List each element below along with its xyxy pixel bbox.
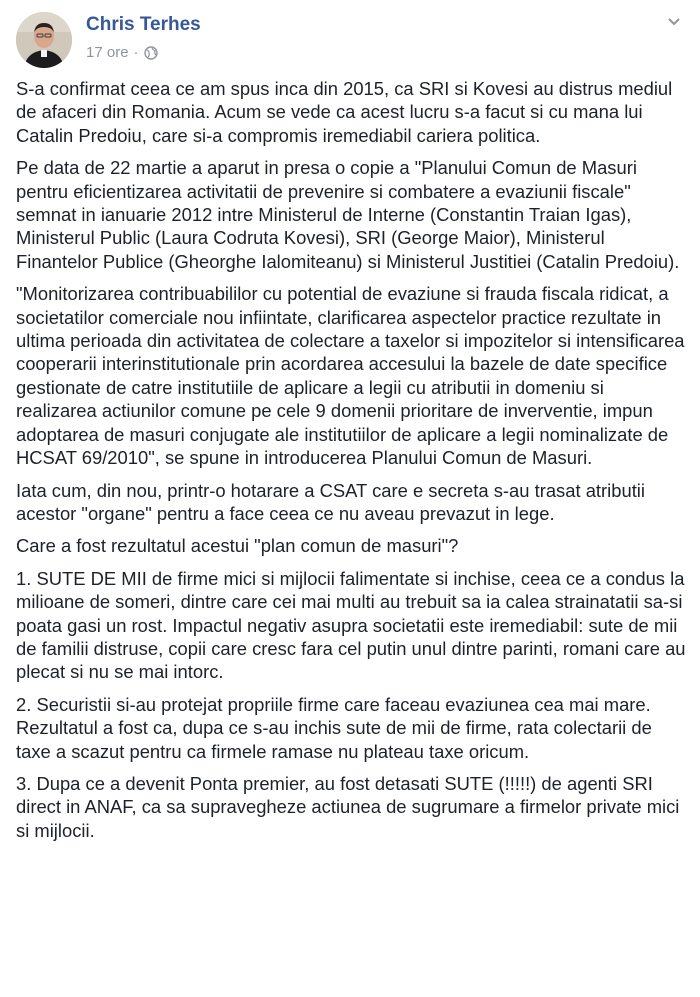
post-meta [86, 44, 158, 61]
avatar-photo [16, 12, 72, 68]
post-paragraph: "Monitorizarea contribuabililor cu potential de evaziune si frauda fiscala ridicat, a societatilor comerciale nou infiintate, clarificarea aspectelor practice rezultate in ultima perioada din activitatea de colectare a taxelor si impozitelor si intensificarea cooperarii interinstitutionale prin acordarea accesului la bazele de date specifice gestionate de catre institutiile de aplicare a legii cu atributii in domeniu si realizarea actiunilor comune pe cele 9 domenii prioritare de inverventie, impun adoptarea de masuri conjugate ale institutiilor de aplicare a legii nominalizate de HCSAT 69/2010", se spune in introducerea Planului Comun de Masuri. [16, 283, 685, 469]
chevron-down-icon [667, 17, 681, 27]
author-name[interactable]: Chris Terhes [86, 14, 201, 35]
avatar[interactable] [16, 12, 72, 68]
post-timestamp[interactable]: 17 ore [86, 44, 129, 61]
post-paragraph: 2. Securistii si-au protejat propriile firme care faceau evaziunea cea mai mare. Rezultatul a fost ca, dupa ce s-au inchis sute de mii de firme, rata colectarii de taxe a scazut pentru ca firmele ramase nu plateau taxe oricum. [16, 693, 652, 762]
post-paragraph: 1. SUTE DE MII de firme mici si mijlocii falimentate si inchise, ceea ce a condus la milioane de someri, dintre care cei mai multi au trebuit sa ia calea strainatatii sa-si poata gasi un rost. Impactul negativ asupra societatii este iremediabil: sute de mii de familii distruse, copii care cresc fara cel putin unul dintre parinti, romani care au plecat si nu se mai intorc. [16, 567, 686, 683]
post-paragraph: Iata cum, din nou, printr-o hotarare a CSAT care e secreta s-au trasat atributii acestor "organe" pentru a face ceea ce nu aveau prevazut in lege. [16, 479, 645, 524]
post-body [16, 77, 688, 851]
post-paragraph: 3. Dupa ce a devenit Ponta premier, au fost detasati SUTE (!!!!!) de agenti SRI direct in ANAF, ca sa supravegheze actiunea de sugrumare a firmelor private mici si mijlocii. [16, 772, 680, 841]
post-options-button[interactable] [662, 10, 686, 34]
post-paragraph: Care a fost rezultatul acestui "plan comun de masuri"? [16, 535, 459, 557]
globe-icon[interactable] [144, 46, 158, 60]
post-paragraph: S-a confirmat ceea ce am spus inca din 2015, ca SRI si Kovesi au distrus mediul de afaceri din Romania. Acum se vede ca acest lucru s-a facut si cu mana lui Catalin Predoiu, care si-a compromis iremediabil cariera politica. [16, 78, 673, 146]
post-paragraph: Pe data de 22 martie a aparut in presa o copie a "Planului Comun de Masuri pentru eficientizarea activitatii de prevenire si combatere a evaziunii fiscale" semnat in ianuarie 2012 intre Ministerul de Interne (Constantin Traian Igas), Ministerul Public (Laura Codruta Kovesi), SRI (George Maior), Ministerul Finantelor Publice (Gheorghe Ialomiteanu) si Ministerul Justitiei (Catalin Predoiu). [16, 157, 680, 272]
meta-separator: · [133, 44, 139, 61]
